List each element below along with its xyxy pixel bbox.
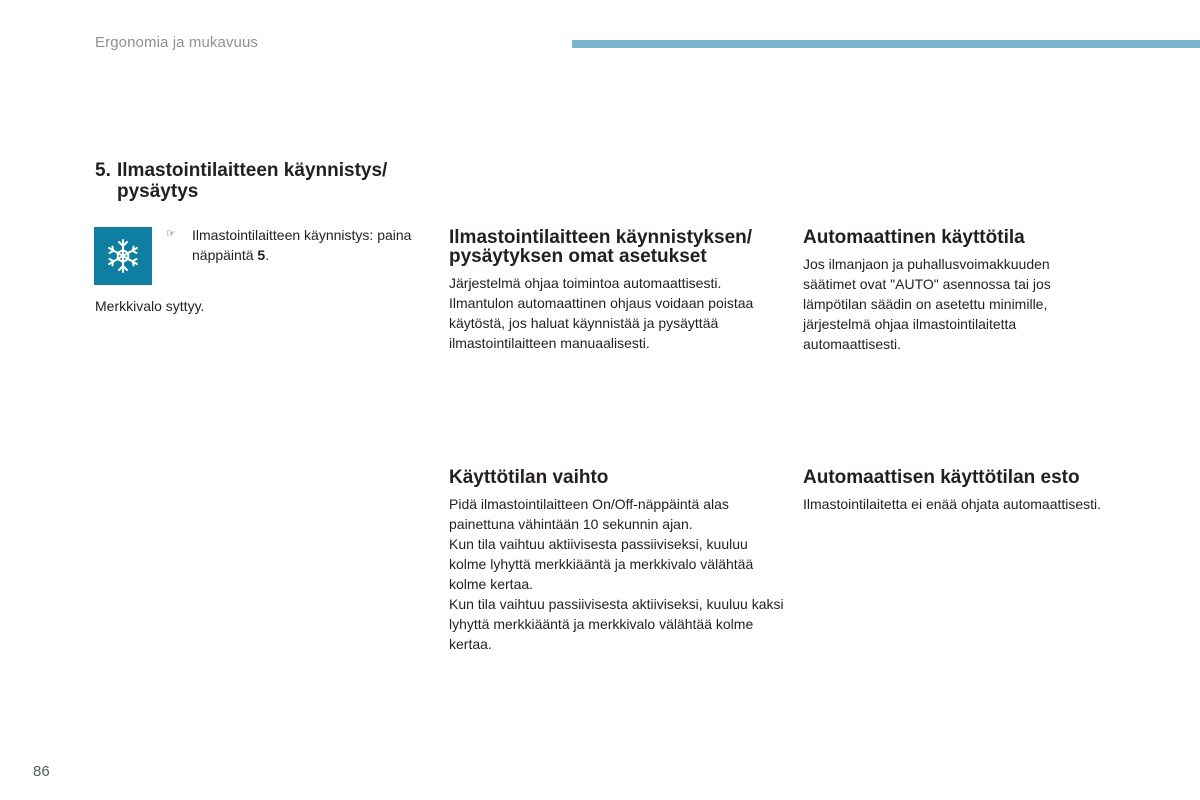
auto-mode-block <box>803 228 1093 354</box>
section-heading-line2: pysäytys <box>117 181 199 202</box>
own-settings-body: Järjestelmä ohjaa toimintoa automaattisesti. Ilmantulon automaattinen ohjaus voidaan poistaa käytöstä, jos haluat käynnistää ja pysäyttää ilmastointilaitteen manuaalisesti. <box>449 275 754 351</box>
snowflake-icon <box>94 227 152 285</box>
auto-block-heading: Automaattisen käyttötilan esto <box>803 467 1080 488</box>
section-heading-line1: Ilmastointilaitteen käynnistys/ <box>117 160 388 181</box>
bullet-pointer: ☞ <box>166 228 176 240</box>
snowflake-glyph <box>103 236 143 276</box>
auto-block-body: Ilmastointilaitetta ei enää ohjata automaattisesti. <box>803 496 1102 512</box>
instruction-body: Ilmastointilaitteen käynnistys: paina näppäintä <box>192 227 412 263</box>
chapter-title: Ergonomia ja mukavuus <box>95 34 259 51</box>
own-settings-heading: Ilmastointilaitteen käynnistyksen/ pysäytyksen omat asetukset <box>449 227 753 267</box>
section-heading <box>95 160 425 202</box>
auto-mode-heading: Automaattinen käyttötila <box>803 227 1025 248</box>
header-accent-bar <box>572 40 1200 48</box>
auto-block-block <box>803 468 1133 514</box>
instruction-key: 5 <box>257 247 266 263</box>
indicator-note: Merkkivalo syttyy. <box>95 298 205 314</box>
mode-change-block <box>449 468 784 654</box>
auto-mode-body: Jos ilmanjaon ja puhallusvoimakkuuden säätimet ovat "AUTO" asennossa tai jos lämpötilan säädin on asetettu minimille, järjestelmä ohjaa ilmastointilaitetta automaattisesti. <box>803 256 1051 352</box>
instruction-end: . <box>265 247 270 263</box>
mode-change-heading: Käyttötilan vaihto <box>449 467 609 488</box>
instruction-text <box>192 225 422 265</box>
page-number: 86 <box>33 763 50 780</box>
section-number: 5. <box>95 160 111 181</box>
own-settings-block <box>449 228 784 353</box>
mode-change-body: Pidä ilmastointilaitteen On/Off-näppäintä alas painettuna vähintään 10 sekunnin ajan. Kun tila vaihtuu aktiivisesta passiiviseksi, kuuluu kolme lyhyttä merkkiääntä ja merkkivalo välähtää kolme kertaa. Kun tila vaihtuu passiivisesta aktiiviseksi, kuuluu kaksi lyhyttä merkkiääntä ja merkkivalo välähtää kolme kertaa. <box>449 496 784 652</box>
